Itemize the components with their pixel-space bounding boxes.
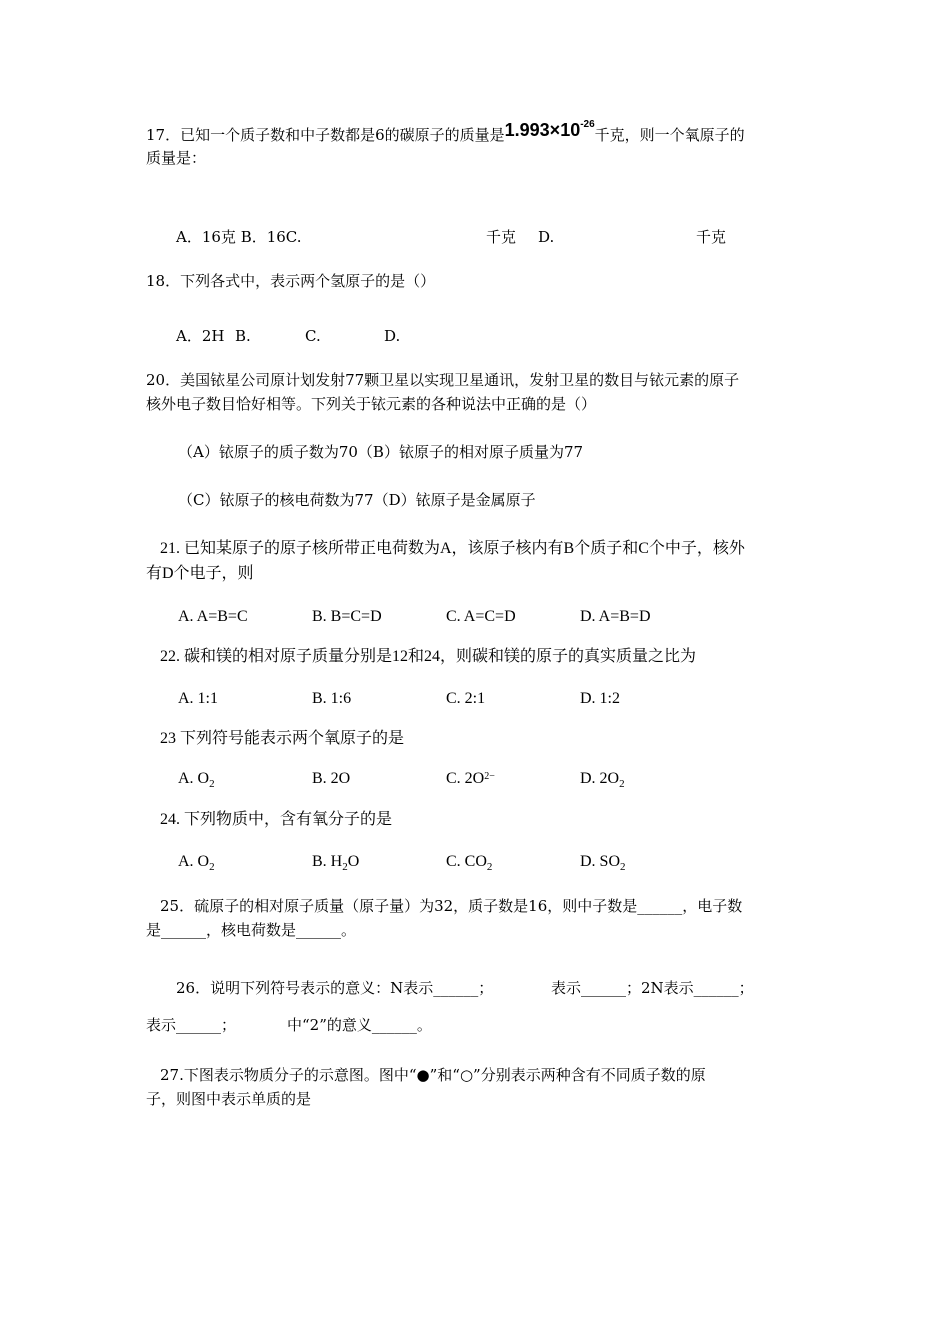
q17-line2: 质量是： xyxy=(146,149,207,167)
q22-option-b: B. 1:6 xyxy=(312,690,352,707)
q17-option-d: D. xyxy=(538,228,555,246)
q26-line1-b: 表示______；2N表示______； xyxy=(551,979,754,997)
q17-line1 xyxy=(146,119,745,145)
q23-option-c: C. $2O^{2-}$ xyxy=(446,770,495,787)
q20-line1: 20．美国铱星公司原计划发射77颗卫星以实现卫星通讯，发射卫星的数目与铱元素的原子 xyxy=(146,371,740,389)
q20-options-ab: （A）铱原子的质子数为70（B）铱原子的相对原子质量为77 xyxy=(178,443,584,461)
q18-option-d: D. xyxy=(384,327,401,345)
q22-stem: 22. 碳和镁的相对原子质量分别是12和24，则碳和镁的原子的真实质量之比为 xyxy=(160,648,697,665)
q17-option-c-unit: 千克 xyxy=(486,228,517,246)
q18-option-b: B. xyxy=(235,327,251,345)
q24-option-d: D. $SO_2$ xyxy=(580,853,626,873)
q20-line2: 核外电子数目恰好相等。下列关于铱元素的各种说法中正确的是（） xyxy=(146,395,597,413)
q24-option-c: C. $CO_2$ xyxy=(446,853,493,873)
q23-stem: 23 下列符号能表示两个氧原子的是 xyxy=(160,730,405,747)
q20-options-cd: （C）铱原子的核电荷数为77（D）铱原子是金属原子 xyxy=(178,491,536,509)
q25-line1: 25．硫原子的相对原子质量（原子量）为32，质子数是16，则中子数是______，电子数 xyxy=(160,897,743,915)
q26-line1-a: 26．说明下列符号表示的意义：N表示______； xyxy=(176,979,494,997)
q17-option-d-unit: 千克 xyxy=(696,228,727,246)
q17-line1-text: 17．已知一个质子数和中子数都是6的碳原子的质量是 xyxy=(146,126,505,144)
q22-option-c: C. 2:1 xyxy=(446,690,486,707)
q24-option-a: A. $O_2$ xyxy=(178,853,215,873)
q25-line2: 是______，核电荷数是______。 xyxy=(146,921,357,939)
q26-line2-b: 中“2”的意义______。 xyxy=(287,1016,432,1034)
q22-option-a: A. 1:1 xyxy=(178,690,218,707)
q24-option-b: B. $H_2O$ xyxy=(312,853,360,873)
q26-line2-a: 表示______； xyxy=(146,1016,237,1034)
q17-mass-value: $1.993\times 10^{-26}$ xyxy=(504,119,595,140)
q18-option-c: C. xyxy=(305,327,321,345)
q21-option-a: A. A=B=C xyxy=(178,608,248,625)
q23-option-a: A. $O_2$ xyxy=(178,770,215,790)
q21-option-d: D. A=B=D xyxy=(580,608,651,625)
q23-option-d: D. $2O_2$ xyxy=(580,770,625,790)
q23-option-b: B. 2O xyxy=(312,770,351,787)
q21-line2: 有D个电子，则 xyxy=(146,565,254,582)
q21-line1: 21. 已知某原子的原子核所带正电荷数为A，该原子核内有B个质子和C个中子，核外 xyxy=(160,540,745,557)
q18-stem: 18．下列各式中，表示两个氢原子的是（） xyxy=(146,272,436,290)
q21-option-c: C. A=C=D xyxy=(446,608,516,625)
q27-line2: 子，则图中表示单质的是 xyxy=(146,1090,312,1108)
q18-option-a: A．2H xyxy=(176,327,225,345)
q22-option-d: D. 1:2 xyxy=(580,690,620,707)
q17-options-ab: A．16克 B．16C. xyxy=(176,228,302,246)
q21-option-b: B. B=C=D xyxy=(312,608,382,625)
q24-stem: 24. 下列物质中，含有氧分子的是 xyxy=(160,811,393,828)
q27-line1: 27.下图表示物质分子的示意图。图中“●”和“○”分别表示两种含有不同质子数的原 xyxy=(160,1066,706,1084)
q17-line1-end: 千克，则一个氧原子的 xyxy=(594,126,745,144)
